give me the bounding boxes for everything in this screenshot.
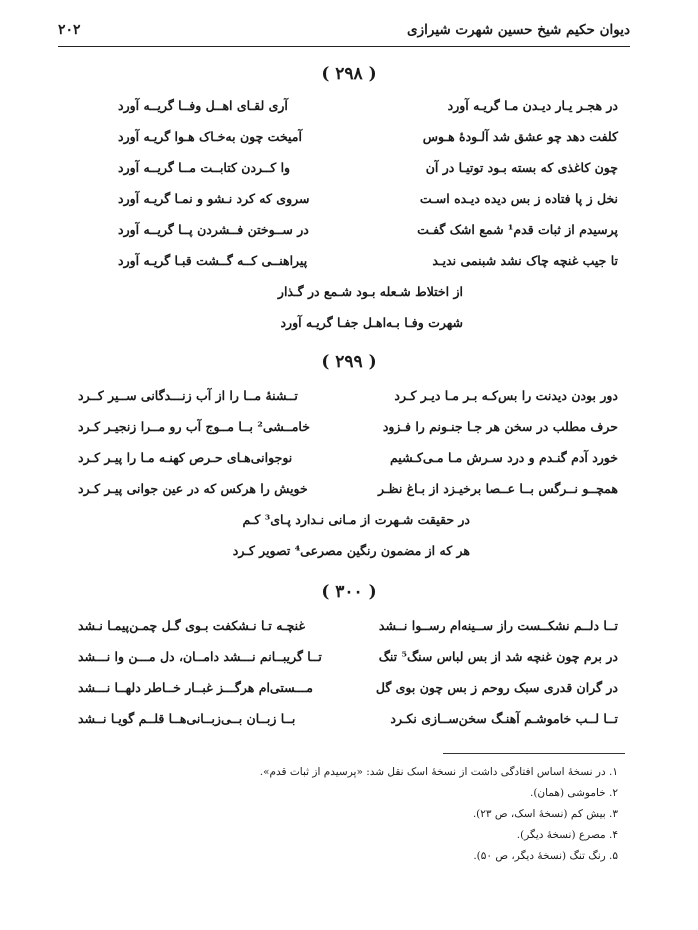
verse-right: پرسیدم از ثبات قدم¹ شمع اشک گفـت — [417, 222, 618, 237]
poem-number: ( ۲۹۸ ) — [321, 64, 377, 84]
verse-left: غنچـه تـا نـشکفت بـوی گـل چمـن‌پیمـا نـشد — [78, 618, 305, 633]
verse-left: خامــشی² بــا مــوج آب رو مــرا زنجیـر کـرد — [78, 419, 310, 434]
verse-right: تا جیب غنچه چاک نشد شبنمی ندیـد — [432, 253, 618, 268]
verse-right: در گران قدری سبک روحم ز بس چون بوی گل — [375, 680, 618, 695]
verse-left: تــشنۀ مــا را از آب زنـــدگانی ســیر کــرد — [78, 388, 298, 403]
verse-right: دور بودن دیدنت را بس‌کـه بـر مـا دیـر کـرد — [394, 388, 618, 403]
verse-left: پیراهنــی کــه گــشت قبـا گریـه آورد — [118, 253, 308, 268]
running-header — [58, 20, 630, 46]
header-rule — [58, 46, 630, 47]
verse-right: نخل ز پا فتاده ز بس دیده دیـده اسـت — [419, 191, 618, 206]
verse-left: سروی که کرد نـشو و نمـا گریـه آورد — [118, 191, 310, 206]
final-verse: در حقیقت شـهرت از مـانی نـدارد پـای³ کـم — [242, 512, 470, 527]
verse-right: کلفت دهد چو عشق شد آلـودۀ هـوس — [422, 129, 618, 144]
verse-left: نوجوانی‌هـای حـرص کهنـه مـا را پیـر کـرد — [78, 450, 293, 465]
poem-number: ( ۳۰۰ ) — [321, 582, 377, 602]
book-title: دیوان حکیم شیخ حسین شهرت شیرازی — [407, 22, 630, 38]
verse-right: حرف مطلب در سخن هر جـا جنـونم را فـزود — [382, 419, 618, 434]
verse-right: تــا لــب خاموشـم آهنـگ سخن‌ســازی نکـرد — [390, 711, 618, 726]
verse-right: خورد آدم گنـدم و درد سـرش مـا مـی‌کـشیم — [389, 450, 618, 465]
footnote: ۴. مصرع (نسخۀ دیگر). — [516, 829, 618, 841]
verse-left: تــا گریبــانم نـــشد دامــان، دل مـــن وا نـــشد — [78, 649, 322, 664]
verse-left: بــا زبــان بــی‌زبــانی‌هــا قلــم گویـا نــشد — [78, 711, 296, 726]
footnote: ۱. در نسخۀ اساس افتادگی داشت از نسخۀ اسک نقل شد: «پرسیدم از ثبات قدم». — [259, 766, 618, 778]
footnote: ۳. بیش کم (نسخۀ اسک، ص ۲۳). — [472, 808, 618, 820]
verse-left: در ســوختن فــشردن پــا گریــه آورد — [118, 222, 309, 237]
final-verse: شهرت وفـا بـه‌اهـل جفـا گریـه آورد — [280, 315, 463, 330]
final-verse: از اختلاط شـعله بـود شـمع در گـذار — [277, 284, 463, 299]
poem-number: ( ۲۹۹ ) — [321, 352, 377, 372]
page-number: ۲۰۲ — [58, 22, 81, 38]
verse-left: آری لقـای اهــل وفــا گریــه آورد — [118, 98, 288, 113]
verse-left: مـــستی‌ام هرگـــز غبــار خــاطر دلهــا نـــشد — [78, 680, 313, 695]
footnote: ۵. رنگ تنگ (نسخۀ دیگر، ص ۵۰). — [473, 850, 618, 862]
verse-right: در برم چون غنچه شد از بس لباس سنگ⁵ تنگ — [378, 649, 618, 664]
final-verse: هر که از مضمون رنگین مصرعی⁴ تصویر کـرد — [232, 543, 470, 558]
verse-right: تــا دلــم نشکــست راز ســینه‌ام رســوا نــشد — [378, 618, 618, 633]
verse-left: خویش را هرکس که در عین جوانی پیـر کـرد — [78, 481, 308, 496]
verse-left: وا کــردن کتابــت مــا گریــه آورد — [118, 160, 291, 175]
footnote: ۲. خاموشی (همان). — [530, 787, 618, 799]
verse-left: آمیخت چون به‌خـاک هـوا گریـه آورد — [118, 129, 302, 144]
verse-right: در هجـر یـار دیـدن مـا گریـه آورد — [447, 98, 618, 113]
verse-right: چون کاغذی که بسته بـود توتیـا در آن — [425, 160, 618, 175]
footnote-rule — [443, 753, 625, 754]
verse-right: همچــو نــرگس بــا عــصا برخیـزد از بـاغ نظـر — [378, 481, 618, 496]
